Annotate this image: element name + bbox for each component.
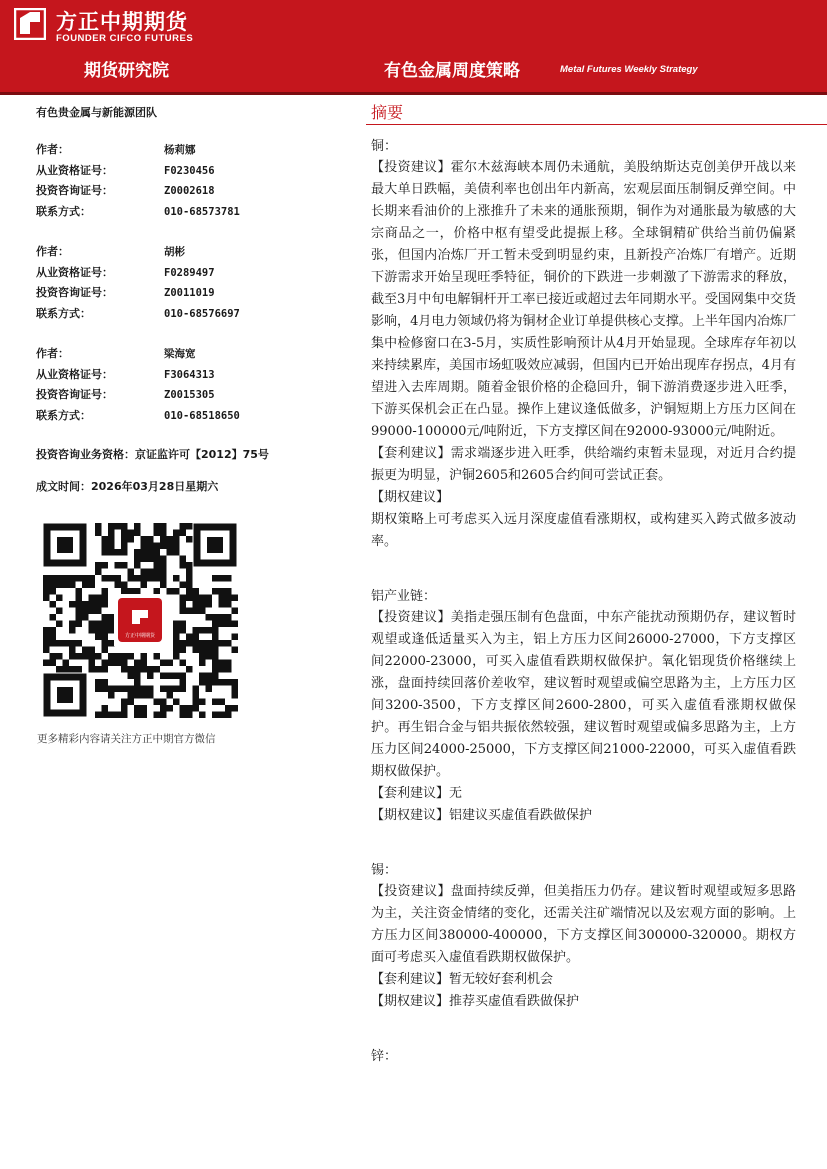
investment-advice: 【投资建议】霍尔木兹海峡本周仍未通航，美股纳斯达克创美伊开战以来最大单日跌幅，美债利率也创出年内新高，宏观层面压制铜反弹空间。中长期来看油价的上涨推升了未来的通胀预期，铜作为对通胀最为敏感的大宗商品之一，价格中枢有望受此提振上移。全球铜精矿供给当前仍偏紧张，但国内冶炼厂开工暂未受到明显约束，且新投产冶炼厂有增产。近期下游需求开始呈现旺季特征，铜价的下跌进一步刺激了下游需求的释放，截至3月中旬电解铜杆开工率已接近或超过去年同期水平。受国网集中交货影响，4月电力领域仍将为铜材企业订单提供核心支撑。上半年国内冶炼厂集中检修窗口在3-5月，实质性影响预计从4月开始显现。全球库存年初以来持续累库，美国市场虹吸效应减弱，但国内已开始出现库存拐点，4月有望进入去库周期。随着金银价格的企稳回升，铜下游消费逐步进入旺季，下游买保机会正在凸显。操作上建议逢低做多，沪铜短期上方压力区间在99000-100000元/吨附近，下方支撑区间在92000-93000元/吨附近。 xyxy=(371,160,796,439)
tin-section xyxy=(371,861,796,1013)
license-label: 从业资格证号： xyxy=(36,367,113,381)
brand-name-cn: 方正中期期货 xyxy=(56,10,188,34)
author-name: 胡彬 xyxy=(164,246,185,258)
author-name: 杨莉娜 xyxy=(164,144,196,156)
contact-label: 联系方式： xyxy=(36,204,91,218)
arbitrage-advice: 【套利建议】无 xyxy=(371,786,463,801)
section-title: 锡： xyxy=(371,863,398,878)
investment-advice: 【投资建议】盘面持续反弹，但美指压力仍存。建议暂时观望或短多思路为主，关注资金情绪的变化，还需关注矿端情况以及宏观方面的影响。上方压力区间380000-400000，下方支撑区间300000-320000。期权方面可考虑买入虚值看跌期权做保护。 xyxy=(371,884,796,965)
institute-name: 期货研究院 xyxy=(84,61,169,81)
qualification-license: 投资咨询业务资格：京证监许可【2012】75号 xyxy=(36,448,269,461)
author-block xyxy=(36,242,336,324)
contact-phone: 010-68576697 xyxy=(164,307,240,320)
consult-label: 投资咨询证号： xyxy=(36,286,113,299)
team-name: 有色贵金属与新能源团队 xyxy=(36,106,157,119)
zinc-section xyxy=(371,1047,796,1067)
consult-label: 投资咨询证号： xyxy=(36,388,113,401)
arbitrage-advice: 【套利建议】暂无较好套利机会 xyxy=(371,972,554,987)
author-block xyxy=(36,140,336,222)
abstract-panel xyxy=(371,100,796,1067)
license-number: F0230456 xyxy=(164,164,215,177)
option-advice-heading: 【期权建议】 xyxy=(371,490,450,505)
arbitrage-advice: 【套利建议】需求端逐步进入旺季，供给端约束暂未显现，对近月合约提振更为明显，沪铜2605和2605合约间可尝试正套。 xyxy=(371,446,796,483)
contact-phone: 010-68573781 xyxy=(164,205,240,218)
copper-section xyxy=(371,137,796,553)
option-advice: 【期权建议】铝建议买虚值看跌做保护 xyxy=(371,808,593,823)
abstract-title: 摘要 xyxy=(371,103,404,122)
brand-name-en: FOUNDER CIFCO FUTURES xyxy=(56,33,194,44)
investment-advice: 【投资建议】美指走强压制有色盘面，中东产能扰动预期仍存，建议暂时观望或逢低适量买入为主，铝上方压力区间26000-27000，下方支撑区间22000-23000，可买入虚值看跌期权做保护。氧化铝现货价格继续上涨，盘面持续回落价差收窄，建议暂时观望或偏空思路为主，上方压力区间3200-3500，下方支撑区间2600-2800，可买入虚值看涨期权做保护。再生铝合金与铝共振依然较强，建议暂时观望或偏多思路为主，上方压力区间24000-25000，下方支撑区间21000-22000，可买入虚值看跌期权做保护。 xyxy=(371,610,796,779)
license-label: 从业资格证号： xyxy=(36,163,113,177)
license-number: F3064313 xyxy=(164,368,215,381)
contact-label: 联系方式： xyxy=(36,306,91,320)
qr-caption: 更多精彩内容请关注方正中期官方微信 xyxy=(37,733,216,745)
author-panel xyxy=(36,104,336,494)
option-advice: 【期权建议】推荐买虚值看跌做保护 xyxy=(371,994,580,1009)
license-label: 从业资格证号： xyxy=(36,265,113,279)
consult-number: Z0002618 xyxy=(164,185,215,197)
company-logo-icon xyxy=(14,8,46,40)
author-label: 作者： xyxy=(36,143,69,156)
section-title: 锌： xyxy=(371,1049,398,1064)
report-header xyxy=(0,0,827,92)
consult-number: Z0015305 xyxy=(164,389,215,401)
license-number: F0289497 xyxy=(164,266,215,279)
contact-label: 联系方式： xyxy=(36,408,91,422)
author-block xyxy=(36,344,336,426)
consult-label: 投资咨询证号： xyxy=(36,184,113,197)
report-title-en: Metal Futures Weekly Strategy xyxy=(560,64,698,75)
report-title: 有色金属周度策略 xyxy=(384,61,520,81)
contact-phone: 010-68518650 xyxy=(164,409,240,422)
author-label: 作者： xyxy=(36,347,69,360)
publish-date: 成文时间：2026年03月28日星期六 xyxy=(36,480,219,493)
svg-text:方正中期期货: 方正中期期货 xyxy=(124,633,156,639)
author-name: 梁海宽 xyxy=(164,348,196,360)
wechat-qr-code[interactable] xyxy=(40,520,240,720)
aluminum-section xyxy=(371,587,796,827)
option-advice: 期权策略上可考虑买入远月深度虚值看涨期权，或构建买入跨式做多波动率。 xyxy=(371,512,796,549)
consult-number: Z0011019 xyxy=(164,287,215,299)
author-label: 作者： xyxy=(36,245,69,258)
section-title: 铝产业链： xyxy=(371,589,437,604)
section-title: 铜： xyxy=(371,139,398,154)
